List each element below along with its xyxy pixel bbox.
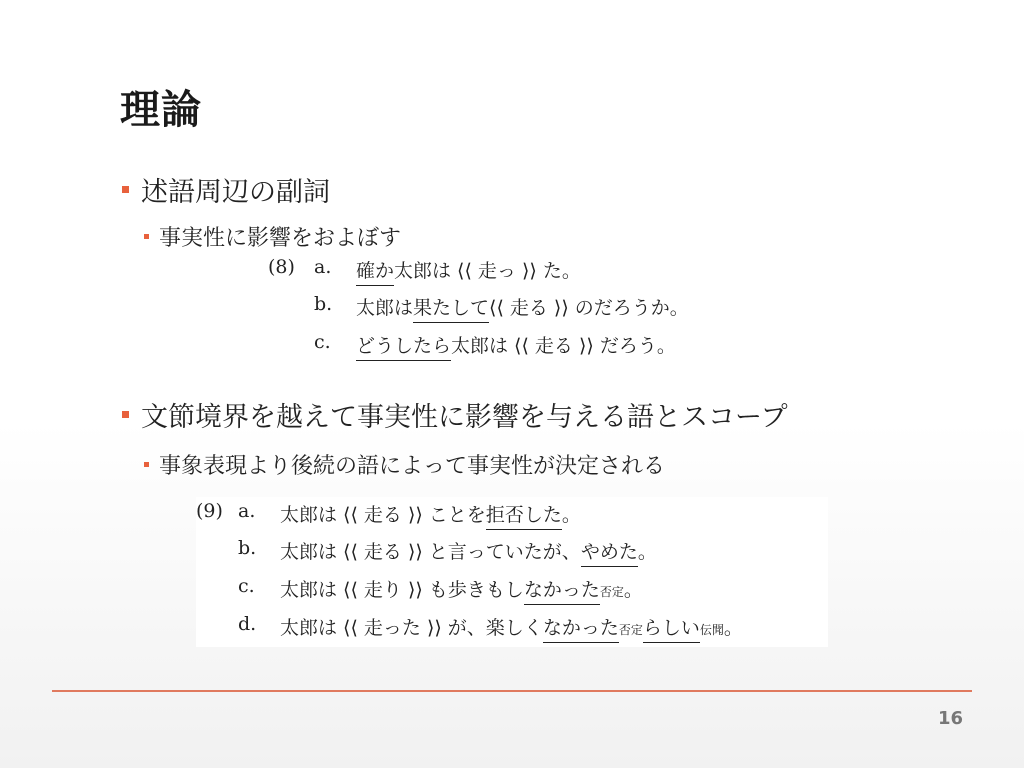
example-sentence [356, 293, 689, 323]
sentence-fragment: 。 [623, 579, 643, 601]
underlined-phrase: 拒否した [486, 500, 562, 530]
example-sentence [280, 613, 743, 643]
example-letter: b. [314, 293, 333, 315]
example-sentence [356, 331, 676, 361]
example-number: (8) [268, 256, 295, 278]
bullet-square-icon [122, 186, 129, 193]
example-letter: c. [314, 331, 331, 353]
underlined-phrase: どうしたら [356, 331, 451, 361]
sentence-fragment: 太郎は [356, 297, 414, 319]
bullet-square-icon [144, 234, 149, 239]
example-sentence [280, 537, 657, 567]
underlined-phrase: らしい [643, 613, 700, 643]
example-sentence [280, 575, 643, 605]
bullet-1-sub-text: 事実性に影響をおよぼす [159, 226, 402, 251]
sentence-fragment: ⟨⟨ 走る ⟩⟩ のだろうか。 [489, 297, 689, 319]
bullet-2-sub-text: 事象表現より後続の語によって事実性が決定される [159, 454, 666, 479]
subscript-label: 否定 [618, 623, 643, 637]
bullet-1 [122, 170, 330, 209]
sentence-fragment: 太郎は ⟨⟨ 走る ⟩⟩ と言っていたが、 [280, 541, 581, 563]
footer-rule [52, 690, 972, 692]
underlined-phrase: やめた [581, 537, 638, 567]
underlined-phrase: 果たして [413, 293, 489, 323]
example-9 [196, 500, 828, 645]
example-letter: a. [238, 500, 256, 522]
example-letter: a. [314, 256, 332, 278]
bullet-2-text: 文節境界を越えて事実性に影響を与える語とスコープ [141, 402, 788, 433]
sentence-fragment: 。 [561, 504, 581, 526]
underlined-phrase: なかった [524, 575, 600, 605]
bullet-1-sub [144, 221, 401, 252]
sentence-fragment: 太郎は ⟨⟨ 走る ⟩⟩ ことを [280, 504, 486, 526]
sentence-fragment: 。 [637, 541, 657, 563]
example-sentence [280, 500, 581, 530]
example-letter: b. [238, 537, 257, 559]
example-letter: c. [238, 575, 255, 597]
bullet-1-text: 述語周辺の副詞 [141, 177, 330, 208]
example-number: (9) [196, 500, 223, 522]
page-number: 16 [938, 708, 964, 729]
example-8 [268, 256, 788, 366]
example-letter: d. [238, 613, 257, 635]
bullet-square-icon [144, 462, 149, 467]
bullet-2 [122, 395, 788, 434]
sentence-fragment: 太郎は ⟨⟨ 走っ ⟩⟩ た。 [394, 260, 581, 282]
slide-title: 理論 [120, 87, 202, 133]
example-sentence [356, 256, 581, 286]
subscript-label: 伝聞 [699, 623, 724, 637]
sentence-fragment: 。 [723, 617, 743, 639]
sentence-fragment: 太郎は ⟨⟨ 走る ⟩⟩ だろう。 [451, 335, 676, 357]
subscript-label: 否定 [599, 585, 624, 599]
bullet-2-sub [144, 449, 665, 480]
bullet-square-icon [122, 411, 129, 418]
underlined-phrase: 確か [356, 256, 394, 286]
sentence-fragment: 太郎は ⟨⟨ 走った ⟩⟩ が、楽しく [280, 617, 543, 639]
underlined-phrase: なかった [543, 613, 619, 643]
sentence-fragment: 太郎は ⟨⟨ 走り ⟩⟩ も歩きもし [280, 579, 524, 601]
